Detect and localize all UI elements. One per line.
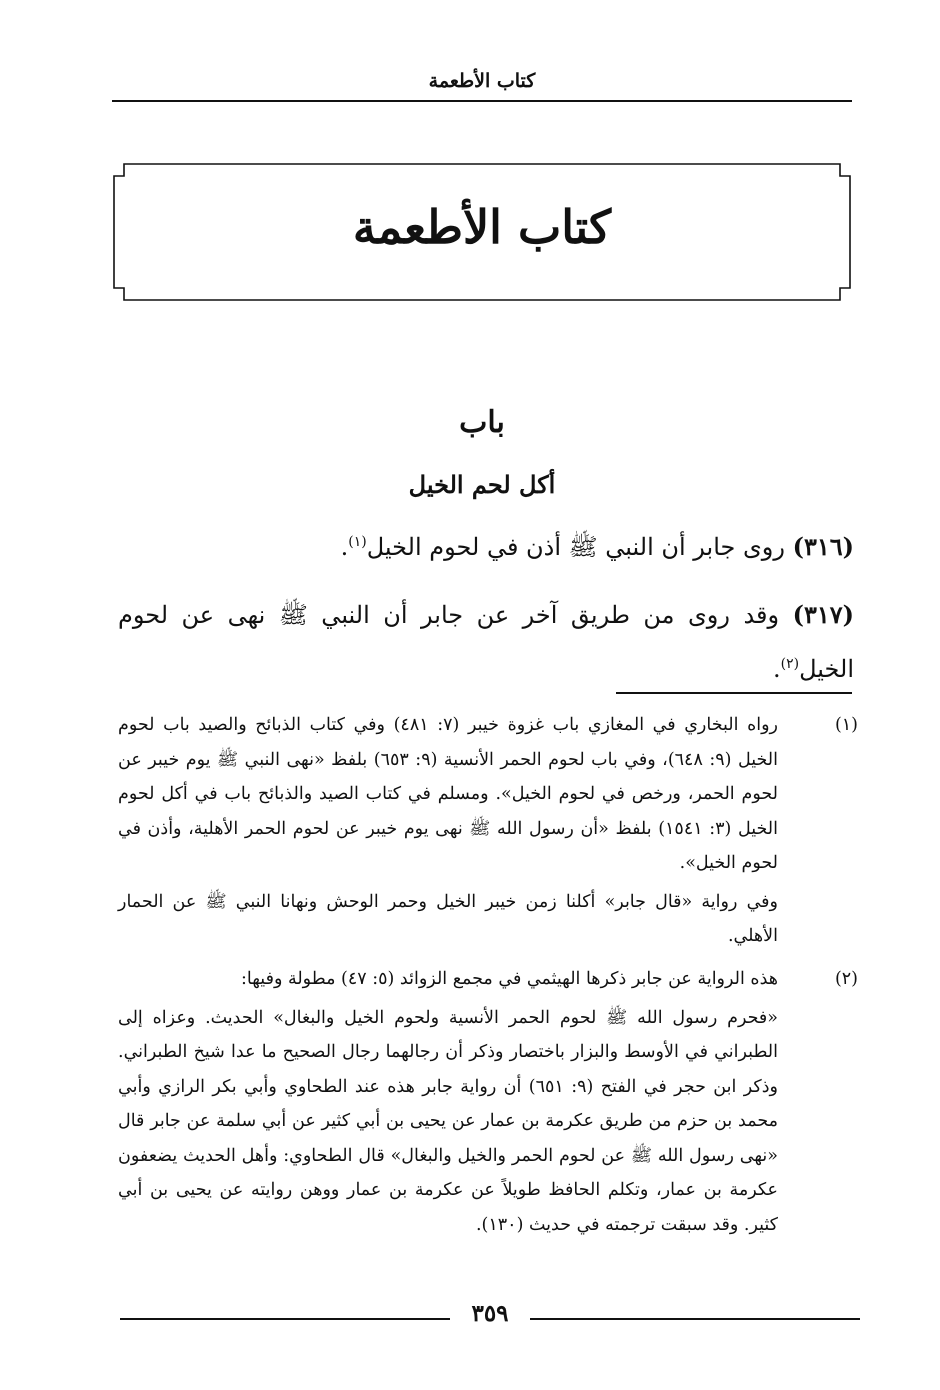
footnote-paragraph: هذه الرواية عن جابر ذكرها الهيثمي في مجمع الزوائد (٥: ٤٧) مطولة وفيها:	[241, 969, 778, 989]
footnote-number: (٢)	[834, 969, 858, 989]
footnote-paragraph: رواه البخاري في المغازي باب غزوة خيبر (٧: ٤٨١) وفي كتاب الذبائح والصيد باب لحوم الخيل (٩: ٦٤٨)، وفي باب لحوم الحمر الأنسية (٩: ٦٥٣) بلفظ «نهى النبي ﷺ يوم خيبر عن لحوم الحمر، ورخص في لحوم الخيل». ومسلم في كتاب الصيد والذبائح باب في أكل لحوم الخيل (٣: ١٥٤١) بلفظ «أن رسول الله ﷺ نهى يوم خيبر عن لحوم الحمر الأهلية، وأذن في لحوم الخيل».	[118, 715, 779, 873]
chapter-title: أكل لحم الخيل	[408, 470, 556, 499]
running-head: كتاب الأطعمة	[428, 70, 536, 92]
header-rule	[112, 100, 852, 102]
hadith-317	[118, 588, 854, 696]
hadith-text: روى جابر أن النبي ﷺ أذن في لحوم الخيل	[366, 533, 785, 561]
footnote-number: (١)	[834, 715, 858, 735]
book-title: كتاب الأطعمة	[352, 200, 612, 254]
footnote	[118, 962, 858, 1242]
hadith-316	[118, 520, 854, 574]
footnote-ref[interactable]: (٢)	[780, 656, 800, 672]
hadith-number: (٣١٦)	[792, 532, 854, 561]
footnote-paragraph: «فحرم رسول الله ﷺ لحوم الحمر الأنسية ولحوم الخيل والبغال» الحديث. وعزاه إلى الطبراني في الأوسط والبزار باختصار وذكر أن رجالهما رجال الصحيح ما عدا شيخ الطبراني. وذكر ابن حجر في الفتح (٩: ٦٥١) أن رواية جابر هذه عند الطحاوي وأبي بكر الرازي وأبي محمد بن حزم من طريق عكرمة بن عمار عن يحيى بن أبي كثير عن أبي سلمة عن جابر قال «نهى رسول الله ﷺ عن لحوم الحمر والخيل والبغال» قال الطحاوي: وأهل الحديث يضعفون عكرمة بن عمار، وتكلم الحافظ طويلاً عن عكرمة بن عمار ووهن روايته عن يحيى بن أبي كثير. وقد سبقت ترجمته في حديث (١٣٠).	[118, 1007, 778, 1235]
hadith-end: .	[773, 655, 781, 683]
hadith-end: .	[340, 533, 349, 561]
hadith-text: وقد روى من طريق آخر عن جابر أن النبي ﷺ نهى عن لحوم الخيل	[118, 601, 854, 683]
footnote-separator	[616, 692, 852, 694]
footnote-paragraph: وفي رواية «قال جابر» أكلنا زمن خيبر الخيل وحمر الوحش ونهانا النبي ﷺ عن الحمار الأهلي.	[118, 891, 778, 946]
chapter-label: باب	[459, 405, 505, 440]
footer-rule-left	[120, 1318, 450, 1320]
footer-rule-right	[530, 1318, 860, 1320]
hadith-number: (٣١٧)	[792, 600, 854, 629]
page-number: ٣٥٩	[471, 1300, 509, 1327]
footnote-ref[interactable]: (١)	[348, 534, 367, 550]
footnote	[118, 708, 858, 954]
